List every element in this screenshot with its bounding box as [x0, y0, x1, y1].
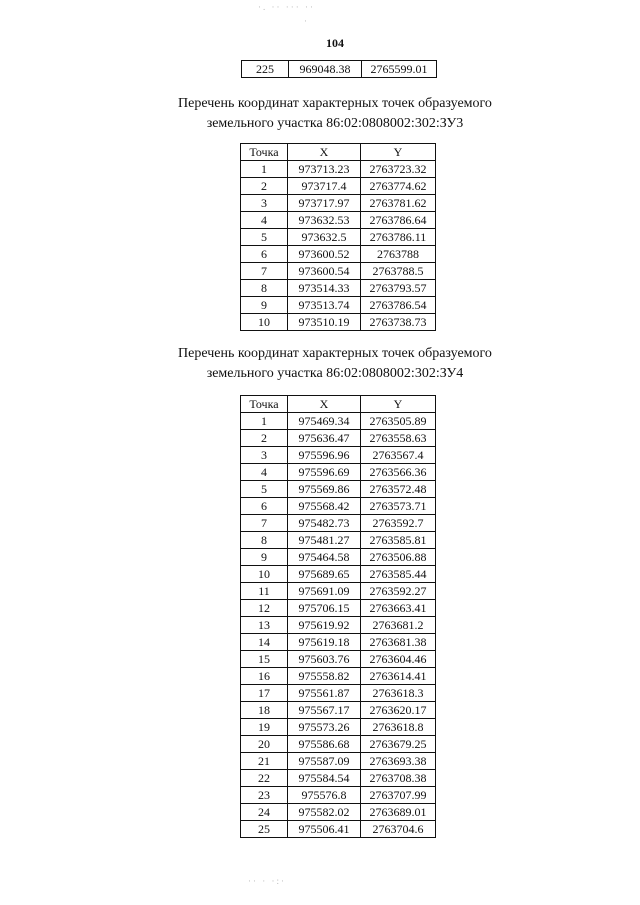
y-cell: 2763681.2 — [361, 617, 436, 634]
point-cell: 19 — [241, 719, 288, 736]
point-cell: 14 — [241, 634, 288, 651]
point-cell: 12 — [241, 600, 288, 617]
y-cell: 2763788.5 — [361, 263, 436, 280]
y-cell: 2763663.41 — [361, 600, 436, 617]
y-cell: 2763793.57 — [361, 280, 436, 297]
y-cell: 2763572.48 — [361, 481, 436, 498]
point-cell: 7 — [241, 515, 288, 532]
table-row — [241, 498, 436, 515]
table-row — [241, 195, 436, 212]
x-cell: 973514.33 — [288, 280, 361, 297]
table-row — [241, 600, 436, 617]
table-row — [241, 719, 436, 736]
point-cell: 10 — [241, 314, 288, 331]
table-row — [241, 804, 436, 821]
x-cell: 973510.19 — [288, 314, 361, 331]
point-cell: 22 — [241, 770, 288, 787]
y-cell: 2763573.71 — [361, 498, 436, 515]
point-cell: 25 — [241, 821, 288, 838]
y-cell: 2763681.38 — [361, 634, 436, 651]
table-row — [241, 651, 436, 668]
table-row — [241, 464, 436, 481]
y-cell: 2763786.11 — [361, 229, 436, 246]
table-row — [241, 178, 436, 195]
table-row — [241, 447, 436, 464]
y-cell: 2763738.73 — [361, 314, 436, 331]
x-cell: 975619.92 — [288, 617, 361, 634]
x-cell: 975506.41 — [288, 821, 361, 838]
y-cell: 2763723.32 — [361, 161, 436, 178]
y-cell: 2763708.38 — [361, 770, 436, 787]
y-cell: 2763585.44 — [361, 566, 436, 583]
point-cell: 6 — [241, 246, 288, 263]
y-cell: 2763774.62 — [361, 178, 436, 195]
x-cell: 975569.86 — [288, 481, 361, 498]
y-cell: 2763781.62 — [361, 195, 436, 212]
point-cell: 5 — [241, 229, 288, 246]
table-row — [241, 481, 436, 498]
table-header-row — [241, 144, 436, 161]
x-cell: 975603.76 — [288, 651, 361, 668]
point-cell: 4 — [241, 464, 288, 481]
point-cell: 18 — [241, 702, 288, 719]
point-cell: 20 — [241, 736, 288, 753]
table-row — [241, 583, 436, 600]
y-cell: 2763707.99 — [361, 787, 436, 804]
x-cell: 975582.02 — [288, 804, 361, 821]
table-row — [241, 515, 436, 532]
x-cell: 975568.42 — [288, 498, 361, 515]
y-cell: 2763693.38 — [361, 753, 436, 770]
y-cell: 2763620.17 — [361, 702, 436, 719]
table-row — [241, 736, 436, 753]
x-cell: 973513.74 — [288, 297, 361, 314]
column-header-point: Точка — [241, 396, 288, 413]
y-cell: 2763558.63 — [361, 430, 436, 447]
x-cell: 975587.09 — [288, 753, 361, 770]
x-cell: 975596.96 — [288, 447, 361, 464]
point-cell: 1 — [241, 161, 288, 178]
point-cell: 8 — [241, 532, 288, 549]
table-row — [241, 787, 436, 804]
table-row — [241, 314, 436, 331]
point-cell: 8 — [241, 280, 288, 297]
heading-zu4-line1: Перечень координат характерных точек образуемого — [178, 346, 492, 361]
y-cell: 2763704.6 — [361, 821, 436, 838]
table-row — [241, 297, 436, 314]
point-cell: 2 — [241, 430, 288, 447]
table-row — [241, 212, 436, 229]
point-cell: 17 — [241, 685, 288, 702]
x-cell: 973717.97 — [288, 195, 361, 212]
point-cell: 16 — [241, 668, 288, 685]
x-cell: 975481.27 — [288, 532, 361, 549]
heading-zu3-line2: земельного участка 86:02:0808002:302:ЗУ3 — [206, 116, 464, 131]
table-row — [242, 61, 437, 78]
x-cell: 973717.4 — [288, 178, 361, 195]
x-cell: 975619.18 — [288, 634, 361, 651]
table-row — [241, 280, 436, 297]
x-cell: 975567.17 — [288, 702, 361, 719]
table-row — [241, 532, 436, 549]
point-cell: 15 — [241, 651, 288, 668]
x-cell: 973713.23 — [288, 161, 361, 178]
column-header-y: Y — [361, 144, 436, 161]
y-cell: 2765599.01 — [362, 61, 437, 78]
scan-noise-bottom: ·· · ·:· — [248, 876, 286, 886]
heading-zu3 — [0, 94, 640, 134]
x-cell: 975689.65 — [288, 566, 361, 583]
table-row — [241, 821, 436, 838]
x-cell: 975706.15 — [288, 600, 361, 617]
x-cell: 975576.8 — [288, 787, 361, 804]
x-cell: 973632.5 — [288, 229, 361, 246]
point-cell: 2 — [241, 178, 288, 195]
table-row — [241, 566, 436, 583]
x-cell: 975482.73 — [288, 515, 361, 532]
x-cell: 975636.47 — [288, 430, 361, 447]
column-header-y: Y — [361, 396, 436, 413]
point-cell: 23 — [241, 787, 288, 804]
y-cell: 2763592.27 — [361, 583, 436, 600]
x-cell: 973600.54 — [288, 263, 361, 280]
x-cell: 975596.69 — [288, 464, 361, 481]
coordinates-table-zu3-body — [241, 161, 436, 331]
coordinates-table-zu3 — [240, 143, 436, 331]
y-cell: 2763786.54 — [361, 297, 436, 314]
y-cell: 2763618.8 — [361, 719, 436, 736]
column-header-point: Точка — [241, 144, 288, 161]
y-cell: 2763604.46 — [361, 651, 436, 668]
table-row — [241, 634, 436, 651]
point-cell: 24 — [241, 804, 288, 821]
column-header-x: X — [288, 144, 361, 161]
x-cell: 973600.52 — [288, 246, 361, 263]
column-header-x: X — [288, 396, 361, 413]
table-row — [241, 161, 436, 178]
x-cell: 973632.53 — [288, 212, 361, 229]
table-row — [241, 430, 436, 447]
table-row — [241, 770, 436, 787]
heading-zu4 — [0, 344, 640, 384]
x-cell: 975561.87 — [288, 685, 361, 702]
point-cell: 11 — [241, 583, 288, 600]
y-cell: 2763786.64 — [361, 212, 436, 229]
heading-zu4-line2: земельного участка 86:02:0808002:302:ЗУ4 — [206, 366, 464, 381]
point-cell: 4 — [241, 212, 288, 229]
point-cell: 9 — [241, 297, 288, 314]
table-header-row — [241, 396, 436, 413]
table-row — [241, 617, 436, 634]
point-cell: 9 — [241, 549, 288, 566]
x-cell: 975573.26 — [288, 719, 361, 736]
table-row — [241, 413, 436, 430]
table-row — [241, 263, 436, 280]
table-row — [241, 702, 436, 719]
x-cell: 975584.54 — [288, 770, 361, 787]
x-cell: 975586.68 — [288, 736, 361, 753]
scan-noise-top-mark: · — [304, 16, 309, 26]
x-cell: 969048.38 — [289, 61, 362, 78]
coordinates-table-zu4 — [240, 395, 436, 838]
x-cell: 975464.58 — [288, 549, 361, 566]
x-cell: 975558.82 — [288, 668, 361, 685]
continuation-table — [241, 60, 437, 78]
table-row — [241, 246, 436, 263]
y-cell: 2763679.25 — [361, 736, 436, 753]
y-cell: 2763592.7 — [361, 515, 436, 532]
point-cell: 21 — [241, 753, 288, 770]
point-cell: 7 — [241, 263, 288, 280]
point-cell: 10 — [241, 566, 288, 583]
coordinates-table-zu4-body — [241, 413, 436, 838]
y-cell: 2763585.81 — [361, 532, 436, 549]
scan-noise-top: ·. ·· ··· ·· — [258, 2, 315, 12]
point-cell: 1 — [241, 413, 288, 430]
x-cell: 975469.34 — [288, 413, 361, 430]
y-cell: 2763788 — [361, 246, 436, 263]
table-row — [241, 685, 436, 702]
table-row — [241, 668, 436, 685]
y-cell: 2763506.88 — [361, 549, 436, 566]
point-cell: 3 — [241, 447, 288, 464]
continuation-table-body — [242, 61, 437, 78]
y-cell: 2763566.36 — [361, 464, 436, 481]
y-cell: 2763618.3 — [361, 685, 436, 702]
point-cell: 5 — [241, 481, 288, 498]
y-cell: 2763567.4 — [361, 447, 436, 464]
page-number: 104 — [326, 36, 344, 50]
point-cell: 3 — [241, 195, 288, 212]
y-cell: 2763505.89 — [361, 413, 436, 430]
x-cell: 975691.09 — [288, 583, 361, 600]
point-cell: 225 — [242, 61, 289, 78]
point-cell: 6 — [241, 498, 288, 515]
heading-zu3-line1: Перечень координат характерных точек образуемого — [178, 96, 492, 111]
table-row — [241, 549, 436, 566]
y-cell: 2763614.41 — [361, 668, 436, 685]
point-cell: 13 — [241, 617, 288, 634]
table-row — [241, 753, 436, 770]
table-row — [241, 229, 436, 246]
y-cell: 2763689.01 — [361, 804, 436, 821]
